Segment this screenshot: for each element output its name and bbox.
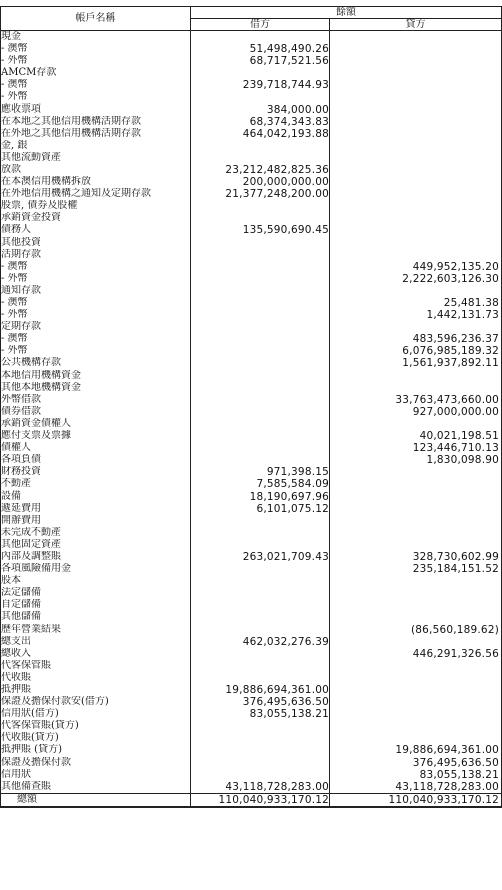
debit-cell — [191, 394, 330, 406]
debit-cell — [191, 587, 330, 599]
credit-cell: 19,886,694,361.00 — [330, 744, 502, 756]
account-name-cell: - 外幣 — [1, 55, 191, 67]
table-row — [1, 684, 502, 696]
account-name-cell: 代收賬 — [1, 672, 191, 684]
account-name-cell: 其他投資 — [1, 237, 191, 249]
table-row — [1, 599, 502, 611]
account-name-cell: 開辦費用 — [1, 515, 191, 527]
account-name-cell: - 澳幣 — [1, 79, 191, 91]
account-name-cell: 設備 — [1, 490, 191, 502]
debit-cell — [191, 611, 330, 623]
credit-cell — [330, 31, 502, 44]
credit-cell — [330, 672, 502, 684]
account-name-cell: 歷年營業結果 — [1, 624, 191, 636]
debit-cell: 200,000,000.00 — [191, 176, 330, 188]
credit-cell — [330, 67, 502, 79]
debit-cell — [191, 563, 330, 575]
credit-cell: 1,830,098.90 — [330, 454, 502, 466]
account-name-cell: 其他本地機構資金 — [1, 382, 191, 394]
debit-cell — [191, 539, 330, 551]
table-row — [1, 430, 502, 442]
account-name-cell: 股本 — [1, 575, 191, 587]
credit-cell — [330, 176, 502, 188]
table-row — [1, 152, 502, 164]
debit-cell: 19,886,694,361.00 — [191, 684, 330, 696]
account-name-cell: 信用狀(借方) — [1, 708, 191, 720]
table-row — [1, 67, 502, 79]
account-name-cell: 外幣借款 — [1, 394, 191, 406]
credit-cell: 328,730,602.99 — [330, 551, 502, 563]
account-name-cell: 其他流動資產 — [1, 152, 191, 164]
account-name-cell: 債務人 — [1, 224, 191, 236]
account-name-cell: - 外幣 — [1, 91, 191, 103]
table-row — [1, 140, 502, 152]
account-name-cell: 通知存款 — [1, 285, 191, 297]
credit-cell — [330, 478, 502, 490]
table-row — [1, 781, 502, 794]
table-row — [1, 527, 502, 539]
debit-cell — [191, 660, 330, 672]
table-row — [1, 515, 502, 527]
table-row — [1, 357, 502, 369]
debit-cell — [191, 309, 330, 321]
account-name-cell: - 外幣 — [1, 309, 191, 321]
table-row — [1, 31, 502, 44]
account-name-cell: 活期存款 — [1, 249, 191, 261]
debit-cell — [191, 720, 330, 732]
credit-cell: 40,021,198.51 — [330, 430, 502, 442]
credit-cell — [330, 188, 502, 200]
account-name-cell: 代收賬(貸方) — [1, 732, 191, 744]
credit-header: 貸方 — [330, 19, 502, 31]
debit-cell: 51,498,490.26 — [191, 43, 330, 55]
debit-cell: 68,374,343.83 — [191, 116, 330, 128]
table-row — [1, 321, 502, 333]
table-row — [1, 539, 502, 551]
credit-cell — [330, 103, 502, 115]
account-name-cell: 總支出 — [1, 636, 191, 648]
debit-cell — [191, 237, 330, 249]
account-name-cell: 金, 銀 — [1, 140, 191, 152]
table-row — [1, 91, 502, 103]
credit-cell: 43,118,728,283.00 — [330, 781, 502, 794]
account-name-cell: 承銷資金債權人 — [1, 418, 191, 430]
table-row — [1, 79, 502, 91]
table-row — [1, 757, 502, 769]
debit-cell: 43,118,728,283.00 — [191, 781, 330, 794]
debit-cell — [191, 769, 330, 781]
account-name-cell: 其他儲備 — [1, 611, 191, 623]
account-name-cell: 債權人 — [1, 442, 191, 454]
table-row — [1, 333, 502, 345]
debit-cell — [191, 599, 330, 611]
credit-cell — [330, 660, 502, 672]
credit-cell: 2,222,603,126.30 — [330, 273, 502, 285]
debit-cell — [191, 370, 330, 382]
debit-cell — [191, 297, 330, 309]
account-name-cell: 在外地信用機構之通知及定期存款 — [1, 188, 191, 200]
account-name-cell: 代客保管賬 — [1, 660, 191, 672]
credit-cell — [330, 152, 502, 164]
debit-cell — [191, 357, 330, 369]
account-name-cell: 其他固定資產 — [1, 539, 191, 551]
account-name-cell: 放款 — [1, 164, 191, 176]
debit-cell — [191, 321, 330, 333]
debit-cell: 239,718,744.93 — [191, 79, 330, 91]
table-row — [1, 55, 502, 67]
account-name-cell: 自定儲備 — [1, 599, 191, 611]
account-name-cell: 在外地之其他信用機構活期存款 — [1, 128, 191, 140]
credit-cell — [330, 116, 502, 128]
credit-cell: 83,055,138.21 — [330, 769, 502, 781]
account-name-cell: 不動產 — [1, 478, 191, 490]
credit-cell — [330, 140, 502, 152]
credit-cell — [330, 164, 502, 176]
table-body — [1, 31, 502, 807]
table-row — [1, 176, 502, 188]
debit-cell — [191, 152, 330, 164]
account-name-cell: 現金 — [1, 31, 191, 44]
trial-balance-table — [0, 6, 502, 808]
account-name-cell: 信用狀 — [1, 769, 191, 781]
table-row — [1, 394, 502, 406]
account-name-cell: 遞延費用 — [1, 503, 191, 515]
credit-cell — [330, 466, 502, 478]
table-row — [1, 624, 502, 636]
debit-cell — [191, 757, 330, 769]
account-name-cell: 各項負債 — [1, 454, 191, 466]
table-row — [1, 297, 502, 309]
account-name-cell: 在本澳信用機構拆放 — [1, 176, 191, 188]
credit-cell — [330, 55, 502, 67]
table-row — [1, 769, 502, 781]
debit-cell — [191, 285, 330, 297]
debit-cell — [191, 624, 330, 636]
debit-cell — [191, 430, 330, 442]
table-row — [1, 273, 502, 285]
account-name-cell: - 澳幣 — [1, 333, 191, 345]
table-row — [1, 249, 502, 261]
debit-cell — [191, 575, 330, 587]
table-row — [1, 224, 502, 236]
table-row — [1, 478, 502, 490]
table-row — [1, 164, 502, 176]
table-row — [1, 636, 502, 648]
debit-cell — [191, 515, 330, 527]
table-row — [1, 611, 502, 623]
debit-cell: 135,590,690.45 — [191, 224, 330, 236]
table-row — [1, 454, 502, 466]
debit-cell — [191, 744, 330, 756]
debit-cell: 21,377,248,200.00 — [191, 188, 330, 200]
table-row — [1, 382, 502, 394]
credit-cell — [330, 636, 502, 648]
total-credit: 110,040,933,170.12 — [330, 793, 502, 807]
account-name-cell: 公共機構存款 — [1, 357, 191, 369]
credit-cell: 927,000,000.00 — [330, 406, 502, 418]
credit-cell — [330, 720, 502, 732]
account-name-cell: 代客保管賬(貸方) — [1, 720, 191, 732]
account-name-cell: 應收票項 — [1, 103, 191, 115]
credit-cell — [330, 490, 502, 502]
table-row — [1, 188, 502, 200]
debit-cell: 462,032,276.39 — [191, 636, 330, 648]
credit-cell — [330, 128, 502, 140]
debit-cell: 263,021,709.43 — [191, 551, 330, 563]
account-name-cell: 承銷資金投資 — [1, 212, 191, 224]
table-row — [1, 503, 502, 515]
debit-cell: 6,101,075.12 — [191, 503, 330, 515]
table-row — [1, 732, 502, 744]
credit-cell: 6,076,985,189.32 — [330, 345, 502, 357]
table-row — [1, 309, 502, 321]
account-name-cell: 總收入 — [1, 648, 191, 660]
credit-cell: 1,561,937,892.11 — [330, 357, 502, 369]
table-row — [1, 128, 502, 140]
debit-cell: 7,585,584.09 — [191, 478, 330, 490]
credit-cell: 1,442,131.73 — [330, 309, 502, 321]
table-row — [1, 212, 502, 224]
table-row — [1, 563, 502, 575]
debit-cell: 18,190,697.96 — [191, 490, 330, 502]
credit-cell — [330, 200, 502, 212]
debit-cell — [191, 333, 330, 345]
table-row — [1, 744, 502, 756]
table-row — [1, 660, 502, 672]
account-name-cell: 本地信用機構資金 — [1, 370, 191, 382]
debit-cell — [191, 442, 330, 454]
table-row — [1, 696, 502, 708]
debit-cell — [191, 732, 330, 744]
table-row — [1, 490, 502, 502]
account-name-header: 帳戶名稱 — [1, 7, 191, 31]
credit-cell — [330, 696, 502, 708]
account-name-cell: 其他備查賬 — [1, 781, 191, 794]
debit-cell — [191, 672, 330, 684]
credit-cell: 235,184,151.52 — [330, 563, 502, 575]
account-name-cell: 未完成不動產 — [1, 527, 191, 539]
debit-cell — [191, 454, 330, 466]
table-row — [1, 551, 502, 563]
credit-cell — [330, 684, 502, 696]
table-row — [1, 200, 502, 212]
credit-cell — [330, 212, 502, 224]
credit-cell — [330, 539, 502, 551]
credit-cell: 376,495,636.50 — [330, 757, 502, 769]
account-name-cell: - 外幣 — [1, 345, 191, 357]
debit-cell — [191, 249, 330, 261]
debit-cell — [191, 140, 330, 152]
credit-cell — [330, 599, 502, 611]
credit-cell: (86,560,189.62) — [330, 624, 502, 636]
account-name-cell: AMCM存款 — [1, 67, 191, 79]
account-name-cell: 法定儲備 — [1, 587, 191, 599]
account-name-cell: - 澳幣 — [1, 261, 191, 273]
balance-header: 餘額 — [191, 7, 502, 19]
credit-cell — [330, 321, 502, 333]
debit-cell — [191, 406, 330, 418]
debit-cell — [191, 67, 330, 79]
account-name-cell: - 外幣 — [1, 273, 191, 285]
account-name-cell: - 澳幣 — [1, 43, 191, 55]
table-row — [1, 370, 502, 382]
debit-cell — [191, 212, 330, 224]
table-row — [1, 648, 502, 660]
table-row — [1, 285, 502, 297]
total-row — [1, 793, 502, 807]
debit-cell — [191, 382, 330, 394]
table-row — [1, 720, 502, 732]
credit-cell: 446,291,326.56 — [330, 648, 502, 660]
table-row — [1, 672, 502, 684]
credit-cell: 123,446,710.13 — [330, 442, 502, 454]
credit-cell — [330, 418, 502, 430]
debit-cell — [191, 527, 330, 539]
account-name-cell: 保證及擔保付款 — [1, 757, 191, 769]
table-row — [1, 116, 502, 128]
credit-cell — [330, 370, 502, 382]
table-row — [1, 237, 502, 249]
account-name-cell: 債券借款 — [1, 406, 191, 418]
account-name-cell: 各項風險備用金 — [1, 563, 191, 575]
credit-cell: 25,481.38 — [330, 297, 502, 309]
credit-cell — [330, 382, 502, 394]
debit-cell: 83,055,138.21 — [191, 708, 330, 720]
debit-cell — [191, 648, 330, 660]
account-name-cell: 抵押賬 (貸方) — [1, 744, 191, 756]
table-row — [1, 43, 502, 55]
debit-cell — [191, 345, 330, 357]
total-label: 總額 — [1, 793, 191, 807]
debit-cell: 384,000.00 — [191, 103, 330, 115]
table-row — [1, 406, 502, 418]
table-row — [1, 103, 502, 115]
account-name-cell: 保證及擔保付款安(借方) — [1, 696, 191, 708]
credit-cell: 449,952,135.20 — [330, 261, 502, 273]
debit-cell — [191, 261, 330, 273]
total-debit: 110,040,933,170.12 — [191, 793, 330, 807]
debit-header: 借方 — [191, 19, 330, 31]
debit-cell — [191, 418, 330, 430]
debit-cell: 464,042,193.88 — [191, 128, 330, 140]
credit-cell — [330, 237, 502, 249]
debit-cell: 68,717,521.56 — [191, 55, 330, 67]
credit-cell — [330, 249, 502, 261]
account-name-cell: 定期存款 — [1, 321, 191, 333]
table-row — [1, 708, 502, 720]
credit-cell — [330, 515, 502, 527]
account-name-cell: 抵押賬 — [1, 684, 191, 696]
debit-cell — [191, 273, 330, 285]
credit-cell — [330, 732, 502, 744]
credit-cell — [330, 43, 502, 55]
credit-cell: 483,596,236.37 — [330, 333, 502, 345]
debit-cell: 376,495,636.50 — [191, 696, 330, 708]
table-row — [1, 575, 502, 587]
account-name-cell: 應付支票及票據 — [1, 430, 191, 442]
account-name-cell: 在本地之其他信用機構活期存款 — [1, 116, 191, 128]
credit-cell — [330, 503, 502, 515]
credit-cell — [330, 708, 502, 720]
table-row — [1, 418, 502, 430]
account-name-cell: 內部及調整賬 — [1, 551, 191, 563]
credit-cell — [330, 527, 502, 539]
debit-cell — [191, 200, 330, 212]
credit-cell — [330, 91, 502, 103]
table-row — [1, 345, 502, 357]
credit-cell — [330, 611, 502, 623]
debit-cell — [191, 31, 330, 44]
table-row — [1, 442, 502, 454]
debit-cell: 23,212,482,825.36 — [191, 164, 330, 176]
table-row — [1, 261, 502, 273]
table-header — [1, 7, 502, 31]
credit-cell — [330, 575, 502, 587]
table-row — [1, 466, 502, 478]
credit-cell — [330, 224, 502, 236]
debit-cell: 971,398.15 — [191, 466, 330, 478]
account-name-cell: 股票, 債券及股權 — [1, 200, 191, 212]
account-name-cell: - 澳幣 — [1, 297, 191, 309]
credit-cell: 33,763,473,660.00 — [330, 394, 502, 406]
debit-cell — [191, 91, 330, 103]
credit-cell — [330, 79, 502, 91]
table-row — [1, 587, 502, 599]
account-name-cell: 財務投資 — [1, 466, 191, 478]
credit-cell — [330, 285, 502, 297]
credit-cell — [330, 587, 502, 599]
